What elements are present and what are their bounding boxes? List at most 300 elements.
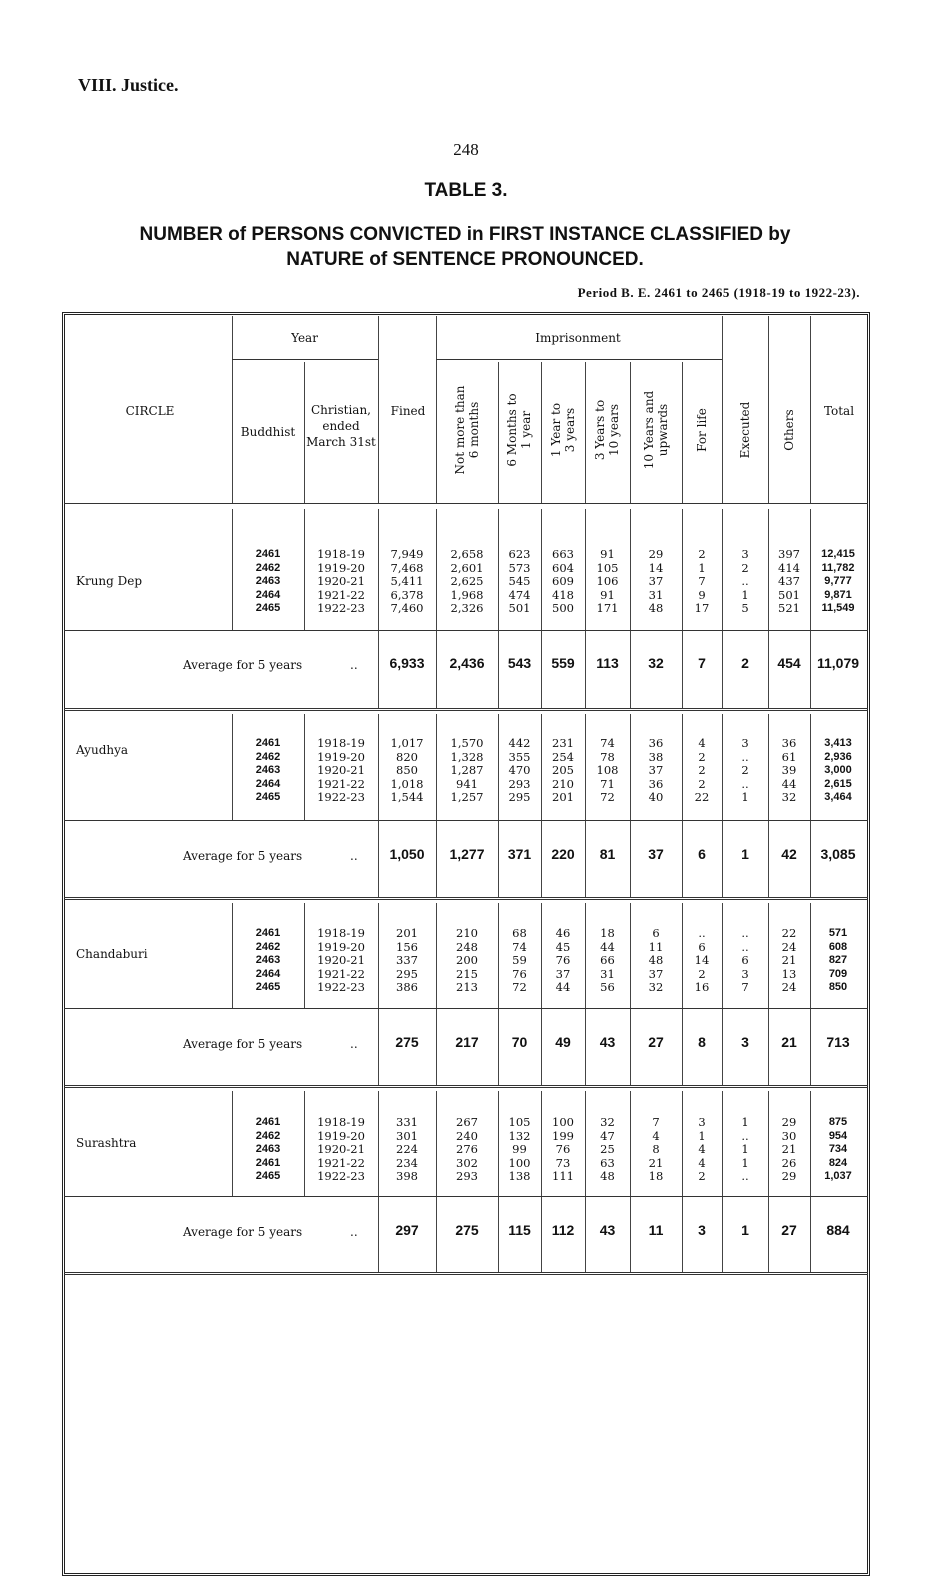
table-cell-executed: 1	[741, 1155, 749, 1170]
average-m6: 115	[508, 1222, 531, 1238]
table-cell-fined: 5,411	[390, 574, 424, 589]
table-cell-m6: 501	[508, 601, 531, 616]
table-cell-christian: 1918-19	[317, 1115, 365, 1129]
table-cell-y1: 199	[552, 1128, 574, 1143]
table-cell-not_more: 941	[456, 776, 478, 791]
table-cell-y1: 609	[552, 574, 574, 589]
table-cell-m6: 76	[512, 966, 527, 981]
section-bottom-rule	[64, 897, 868, 900]
table-cell-y1: 76	[555, 953, 571, 968]
header-divider	[768, 316, 769, 503]
table-cell-y1: 205	[552, 763, 574, 778]
table-cell-executed: 1	[741, 1142, 749, 1157]
table-cell-y1: 201	[552, 790, 574, 805]
table-cell-y10: 31	[648, 587, 664, 602]
table-cell-others: 24	[781, 939, 797, 954]
table-cell-not_more: 302	[456, 1155, 478, 1170]
average-y10: 32	[648, 655, 664, 671]
average-label: Average for 5 years	[183, 849, 303, 863]
table-cell-others: 24	[781, 980, 797, 995]
table-cell-total: 608	[828, 940, 848, 953]
table-cell-buddhist: 2461	[255, 927, 281, 939]
table-cell-life: 6	[698, 939, 706, 954]
table-cell-y1: 37	[555, 966, 571, 981]
table-cell-executed: ..	[741, 776, 749, 791]
table-cell-life: 1	[698, 1128, 706, 1143]
header-divider	[682, 362, 683, 503]
table-cell-y1: 45	[555, 939, 571, 954]
table-cell-y3: 91	[600, 587, 615, 602]
average-m6: 70	[511, 1034, 528, 1050]
average-total: 3,085	[820, 846, 856, 862]
table-cell-total: 3,464	[824, 791, 852, 804]
table-cell-y3: 18	[600, 926, 615, 940]
average-label: Average for 5 years	[183, 1225, 303, 1239]
table-cell-christian: 1921-22	[317, 587, 365, 602]
table-cell-others: 437	[778, 574, 800, 589]
header-6-months-to-1-year-line: 1 year	[519, 410, 533, 450]
circle-name-2: Chandaburi	[76, 947, 148, 961]
table-cell-y10: 36	[648, 776, 664, 791]
table-cell-buddhist: 2461	[255, 548, 281, 560]
header-christian-line2: ended	[322, 419, 360, 433]
header-not-more-6-months-line: Not more than	[453, 385, 467, 475]
table-cell-not_more: 210	[456, 926, 478, 940]
table-cell-executed: 1	[741, 790, 749, 805]
average-executed: 1	[741, 846, 749, 862]
average-total: 713	[826, 1034, 850, 1050]
header-divider	[630, 362, 631, 503]
table-cell-not_more: 2,625	[450, 574, 484, 589]
average-y3: 113	[596, 655, 619, 671]
table-cell-y10: 29	[648, 547, 664, 561]
table-cell-life: 2	[698, 763, 706, 778]
average-total: 884	[826, 1222, 850, 1238]
average-top-rule	[64, 820, 868, 821]
average-y3: 81	[599, 846, 616, 862]
table-cell-total: 850	[828, 981, 848, 994]
table-cell-life: 7	[698, 574, 706, 589]
average-top-rule	[64, 630, 868, 631]
table-cell-buddhist: 2462	[255, 940, 281, 953]
table-cell-m6: 470	[508, 763, 531, 778]
table-cell-christian: 1920-21	[317, 574, 365, 589]
table-cell-buddhist: 2464	[255, 967, 281, 980]
table-cell-y3: 48	[600, 1169, 615, 1184]
table-cell-m6: 72	[512, 980, 527, 995]
table-cell-fined: 337	[396, 953, 418, 968]
average-not_more: 217	[455, 1034, 479, 1050]
table-cell-not_more: 215	[456, 966, 478, 981]
table-cell-fined: 6,378	[390, 587, 424, 602]
table-cell-m6: 74	[512, 939, 527, 954]
header-10-years-upwards-line: 10 Years and	[642, 390, 656, 470]
table-cell-fined: 1,544	[390, 790, 424, 805]
table-cell-y3: 63	[600, 1155, 615, 1170]
section-bottom-rule	[64, 1085, 868, 1088]
table-cell-others: 26	[781, 1155, 797, 1170]
year-underline	[232, 359, 378, 360]
table-cell-not_more: 1,968	[450, 587, 484, 602]
table-cell-not_more: 267	[456, 1115, 478, 1129]
table-cell-total: 12,415	[821, 548, 855, 560]
table-cell-m6: 138	[508, 1169, 531, 1184]
table-cell-life: ..	[698, 926, 706, 940]
table-cell-life: 1	[698, 560, 706, 575]
table-cell-life: 14	[694, 953, 710, 968]
table-cell-life: 4	[698, 1142, 706, 1157]
table-cell-others: 397	[778, 547, 800, 561]
table-cell-christian: 1921-22	[317, 1155, 365, 1170]
table-cell-buddhist: 2464	[255, 588, 281, 601]
table-cell-total: 734	[828, 1143, 848, 1156]
header-others-line: Others	[782, 409, 796, 451]
average-fined: 275	[395, 1034, 419, 1050]
table-cell-total: 2,936	[824, 750, 852, 763]
table-cell-y3: 71	[600, 776, 615, 791]
table-cell-not_more: 2,601	[450, 560, 484, 575]
table-cell-total: 11,782	[821, 561, 855, 574]
table-cell-y3: 106	[596, 574, 619, 589]
average-y1: 49	[555, 1034, 571, 1050]
table-cell-buddhist: 2463	[255, 954, 281, 967]
header-fined: Fined	[390, 404, 426, 418]
table-cell-christian: 1918-19	[317, 736, 365, 750]
table-cell-others: 501	[778, 587, 800, 602]
average-fined: 6,933	[389, 655, 425, 671]
table-cell-fined: 850	[396, 763, 418, 778]
header-for-life-line: For life	[695, 408, 709, 452]
circle-name-1: Ayudhya	[76, 743, 129, 757]
table-cell-total: 571	[828, 927, 848, 939]
table-cell-buddhist: 2461	[255, 1156, 281, 1169]
table-cell-y10: 38	[648, 749, 664, 764]
section-heading: VIII. Justice.	[78, 75, 179, 95]
table-title	[60, 222, 870, 272]
table-cell-total: 9,777	[824, 575, 852, 588]
table-cell-m6: 293	[508, 776, 531, 791]
table-cell-y10: 36	[648, 736, 664, 750]
section-bottom-rule	[64, 708, 868, 711]
table-cell-y10: 8	[652, 1142, 660, 1157]
average-not_more: 275	[455, 1222, 479, 1238]
table-cell-others: 13	[781, 966, 797, 981]
table-cell-others: 21	[781, 1142, 797, 1157]
table-cell-y1: 111	[552, 1169, 574, 1184]
table-cell-m6: 295	[508, 790, 531, 805]
table-cell-y1: 100	[552, 1115, 574, 1129]
table-cell-christian: 1920-21	[317, 1142, 365, 1157]
header-3-to-10-years-line: 3 Years to	[593, 399, 607, 461]
average-life: 7	[698, 655, 706, 671]
table-cell-christian: 1919-20	[317, 1128, 365, 1143]
table-cell-total: 9,871	[824, 588, 852, 601]
table-cell-not_more: 248	[456, 939, 478, 954]
table-cell-not_more: 1,328	[450, 749, 484, 764]
table-cell-total: 824	[828, 1156, 848, 1169]
table-cell-buddhist: 2461	[255, 737, 281, 749]
table-cell-fined: 7,460	[390, 601, 424, 616]
table-cell-others: 44	[781, 776, 797, 791]
table-cell-y10: 37	[648, 574, 664, 589]
table-cell-y3: 25	[600, 1142, 615, 1157]
table-cell-not_more: 293	[456, 1169, 478, 1184]
header-not-more-6-months	[453, 375, 481, 485]
table-cell-y3: 108	[596, 763, 619, 778]
average-not_more: 1,277	[449, 846, 485, 862]
table-cell-fined: 295	[396, 966, 418, 981]
table-cell-y1: 500	[552, 601, 574, 616]
average-label: Average for 5 years	[183, 1037, 303, 1051]
table-cell-executed: 7	[741, 980, 749, 995]
table-cell-y10: 11	[648, 939, 664, 954]
header-bottom-rule	[64, 503, 868, 504]
header-1-to-3-years-line: 3 years	[563, 407, 577, 453]
table-cell-life: 2	[698, 547, 706, 561]
table-cell-life: 16	[694, 980, 710, 995]
table-cell-y1: 73	[555, 1155, 571, 1170]
table-cell-fined: 7,468	[390, 560, 424, 575]
header-6-months-to-1-year-line: 6 Months to	[505, 393, 519, 467]
average-y10: 11	[648, 1222, 664, 1238]
average-not_more: 2,436	[449, 655, 485, 671]
table-cell-others: 36	[781, 736, 797, 750]
circle-name-0: Krung Dep	[76, 574, 143, 588]
table-cell-others: 22	[781, 926, 797, 940]
table-cell-christian: 1919-20	[317, 749, 365, 764]
average-y3: 43	[599, 1222, 616, 1238]
table-cell-fined: 224	[396, 1142, 418, 1157]
circle-name-3: Surashtra	[76, 1136, 137, 1150]
header-10-years-upwards-line: upwards	[656, 403, 670, 457]
table-cell-christian: 1920-21	[317, 953, 365, 968]
header-1-to-3-years-line: 1 Year to	[549, 402, 563, 458]
table-cell-buddhist: 2465	[255, 602, 281, 615]
table-cell-others: 521	[778, 601, 800, 616]
header-christian	[304, 402, 378, 450]
table-cell-m6: 59	[512, 953, 527, 968]
table-cell-m6: 100	[508, 1155, 531, 1170]
header-divider	[498, 362, 499, 503]
average-top-rule	[64, 1008, 868, 1009]
table-cell-life: 2	[698, 966, 706, 981]
table-cell-total: 709	[828, 967, 848, 980]
header-divider	[378, 316, 379, 503]
table-cell-christian: 1918-19	[317, 547, 365, 561]
table-cell-fined: 398	[396, 1169, 418, 1184]
average-executed: 3	[741, 1034, 749, 1050]
table-cell-christian: 1922-23	[317, 1169, 365, 1184]
table-cell-y3: 44	[600, 939, 615, 954]
table-cell-buddhist: 2462	[255, 1129, 281, 1142]
table-cell-executed: 3	[741, 966, 749, 981]
table-cell-m6: 132	[508, 1128, 531, 1143]
header-1-to-3-years	[549, 375, 577, 485]
average-fined: 1,050	[389, 846, 425, 862]
table-cell-y3: 74	[600, 736, 615, 750]
table-cell-christian: 1921-22	[317, 966, 365, 981]
table-cell-y1: 604	[552, 560, 574, 575]
average-dots: ..	[350, 849, 358, 863]
table-cell-executed: ..	[741, 1128, 749, 1143]
table-cell-total: 11,549	[821, 602, 855, 615]
table-cell-y10: 37	[648, 966, 664, 981]
table-cell-y3: 56	[600, 980, 615, 995]
header-buddhist: Buddhist	[240, 425, 296, 439]
table-cell-y3: 32	[600, 1115, 615, 1129]
table-cell-buddhist: 2465	[255, 981, 281, 994]
header-executed	[738, 375, 752, 485]
table-cell-y10: 40	[648, 790, 664, 805]
table-cell-fined: 201	[396, 926, 418, 940]
average-total: 11,079	[816, 655, 860, 671]
table-cell-y1: 44	[555, 980, 571, 995]
table-cell-y3: 105	[596, 560, 619, 575]
table-cell-others: 30	[781, 1128, 797, 1143]
average-life: 6	[698, 846, 706, 862]
table-cell-y1: 46	[555, 926, 571, 940]
average-life: 8	[698, 1034, 706, 1050]
average-dots: ..	[350, 1037, 358, 1051]
period-subtitle: Period B. E. 2461 to 2465 (1918-19 to 1922-23).	[577, 285, 860, 300]
table-cell-christian: 1922-23	[317, 790, 365, 805]
table-cell-executed: ..	[741, 574, 749, 589]
table-cell-total: 1,037	[824, 1170, 852, 1183]
table-cell-others: 21	[781, 953, 797, 968]
table-cell-fined: 156	[396, 939, 418, 954]
average-y3: 43	[599, 1034, 616, 1050]
table-cell-fined: 820	[396, 749, 418, 764]
average-m6: 543	[507, 655, 532, 671]
average-y10: 37	[648, 846, 664, 862]
table-cell-total: 3,413	[824, 737, 852, 749]
table-cell-executed: 2	[741, 560, 749, 575]
table-cell-not_more: 240	[456, 1128, 478, 1143]
table-cell-others: 29	[781, 1115, 797, 1129]
table-cell-not_more: 1,257	[450, 790, 484, 805]
table-cell-executed: ..	[741, 926, 749, 940]
table-cell-life: 4	[698, 1155, 706, 1170]
table-label: TABLE 3.	[424, 180, 508, 201]
average-y1: 220	[551, 846, 575, 862]
header-divider	[585, 362, 586, 503]
table-cell-not_more: 200	[456, 953, 478, 968]
table-cell-buddhist: 2461	[255, 1116, 281, 1128]
table-cell-fined: 7,949	[390, 547, 424, 561]
table-cell-others: 29	[781, 1169, 797, 1184]
average-y1: 112	[551, 1222, 575, 1238]
table-cell-y1: 418	[552, 587, 574, 602]
header-10-years-upwards	[642, 375, 670, 485]
table-cell-executed: 3	[741, 547, 749, 561]
title-line-1: NUMBER of PERSONS CONVICTED in FIRST INSTANCE CLASSIFIED by	[139, 224, 791, 245]
table-cell-y10: 48	[648, 601, 664, 616]
imprisonment-underline	[436, 359, 722, 360]
table-cell-christian: 1919-20	[317, 560, 365, 575]
table-cell-life: 2	[698, 749, 706, 764]
table-cell-y1: 76	[555, 1142, 571, 1157]
table-cell-life: 17	[694, 601, 710, 616]
table-cell-life: 22	[694, 790, 710, 805]
table-cell-life: 3	[698, 1115, 706, 1129]
header-christian-line3: March 31st	[306, 435, 376, 449]
average-fined: 297	[395, 1222, 419, 1238]
header-total: Total	[823, 404, 855, 418]
table-cell-y3: 47	[600, 1128, 615, 1143]
table-cell-y10: 48	[648, 953, 664, 968]
table-cell-y10: 18	[648, 1169, 664, 1184]
header-christian-line1: Christian,	[311, 403, 371, 417]
table-cell-life: 4	[698, 736, 706, 750]
header-divider	[722, 316, 723, 503]
table-cell-y10: 32	[648, 980, 664, 995]
table-cell-buddhist: 2463	[255, 575, 281, 588]
table-cell-y1: 210	[552, 776, 574, 791]
table-cell-y10: 7	[652, 1115, 660, 1129]
header-for-life	[695, 375, 709, 485]
table-cell-executed: 1	[741, 587, 749, 602]
header-6-months-to-1-year	[505, 375, 533, 485]
average-executed: 2	[741, 655, 749, 671]
table-cell-total: 954	[828, 1129, 848, 1142]
table-cell-christian: 1920-21	[317, 763, 365, 778]
table-cell-y3: 72	[600, 790, 615, 805]
table-cell-y10: 6	[652, 926, 660, 940]
table-cell-y3: 91	[600, 547, 615, 561]
average-others: 27	[781, 1222, 797, 1238]
table-cell-m6: 355	[508, 749, 531, 764]
table-cell-executed: 6	[741, 953, 749, 968]
average-m6: 371	[507, 846, 532, 862]
table-cell-christian: 1922-23	[317, 980, 365, 995]
average-others: 21	[781, 1034, 797, 1050]
table-cell-executed: ..	[741, 1169, 749, 1184]
average-y10: 27	[648, 1034, 664, 1050]
average-dots: ..	[350, 1225, 358, 1239]
header-imprisonment: Imprisonment	[535, 331, 621, 345]
table-cell-life: 2	[698, 1169, 706, 1184]
table-cell-fined: 234	[396, 1155, 418, 1170]
header-circle: CIRCLE	[125, 404, 175, 418]
average-y1: 559	[551, 655, 575, 671]
table-cell-y10: 21	[648, 1155, 664, 1170]
table-cell-y10: 14	[648, 560, 664, 575]
table-cell-buddhist: 2463	[255, 1143, 281, 1156]
table-cell-others: 39	[781, 763, 797, 778]
table-cell-life: 9	[698, 587, 706, 602]
table-cell-m6: 545	[508, 574, 531, 589]
average-label: Average for 5 years	[183, 658, 303, 672]
table-cell-fined: 1,018	[390, 776, 424, 791]
table-cell-m6: 68	[512, 926, 527, 940]
table-cell-y3: 78	[600, 749, 615, 764]
table-cell-y10: 37	[648, 763, 664, 778]
table-cell-not_more: 2,326	[450, 601, 484, 616]
table-cell-fined: 386	[396, 980, 418, 995]
table-cell-christian: 1919-20	[317, 939, 365, 954]
table-cell-m6: 623	[508, 547, 531, 561]
table-cell-others: 414	[778, 560, 800, 575]
table-cell-y1: 663	[552, 547, 574, 561]
table-cell-christian: 1922-23	[317, 601, 365, 616]
table-cell-m6: 99	[512, 1142, 527, 1157]
table-cell-buddhist: 2464	[255, 777, 281, 790]
table-cell-buddhist: 2465	[255, 1170, 281, 1183]
table-cell-y3: 171	[596, 601, 619, 616]
table-cell-m6: 573	[508, 560, 531, 575]
average-life: 3	[698, 1222, 706, 1238]
table-cell-y1: 231	[552, 736, 574, 750]
